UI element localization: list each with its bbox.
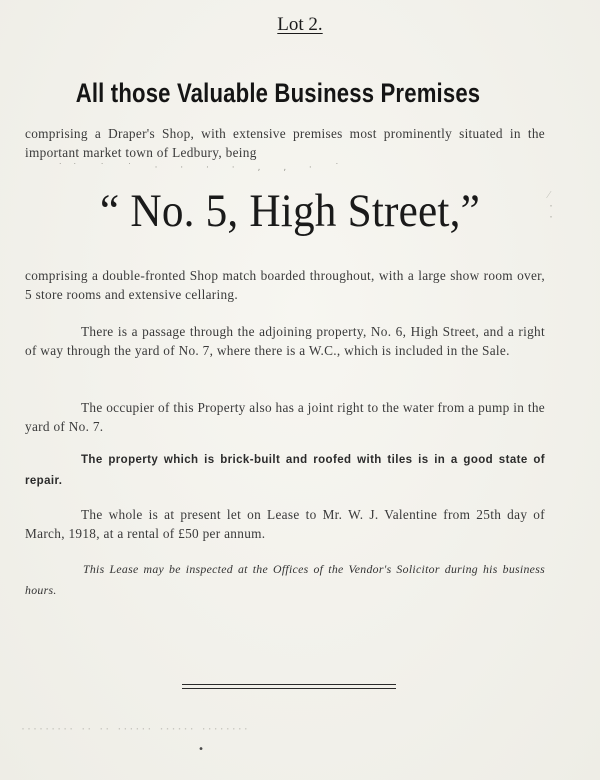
inspection-note: This Lease may be inspected at the Offices of the Vendor's Solicitor during his business hours. [25, 562, 545, 597]
lot-title: Lot 2. [277, 14, 323, 35]
bleed-through-marks: ˙˙ ˙ ˙ · · · · ‚ ‚ · ˙ [58, 163, 350, 173]
ink-speck: • [198, 744, 205, 755]
property-address: “ No. 5, High Street,” [100, 185, 480, 237]
passage-paragraph: There is a passage through the adjoining property, No. 6, High Street, and a right of way through the yard of No. 7, where there is a W.C., which is included in the Sale. [25, 324, 545, 358]
divider-top [182, 684, 396, 685]
lease-paragraph: The whole is at present let on Lease to Mr. W. J. Valentine from 25th day of March, 1918, at a rental of £50 per annum. [25, 507, 545, 541]
description-paragraph: comprising a double-fronted Shop match boarded throughout, with a large show room over, 5 store rooms and extensive cellaring. [25, 268, 545, 302]
divider-bottom [182, 688, 396, 689]
margin-marks: ⁄ · · [548, 190, 555, 223]
lot-heading [0, 14, 600, 36]
water-right-paragraph: The occupier of this Property also has a joint right to the water from a pump in the yard of No. 7. [25, 400, 545, 434]
bleed-through-footer: ········· ·· ·· ······ ······ ········ [20, 724, 249, 735]
intro-paragraph: comprising a Draper's Shop, with extensive premises most prominently situated in the important market town of Ledbury, being [25, 126, 545, 160]
headline: All those Valuable Business Premises [75, 78, 481, 108]
construction-paragraph: The property which is brick-built and roofed with tiles is in a good state of repair. [25, 454, 545, 487]
